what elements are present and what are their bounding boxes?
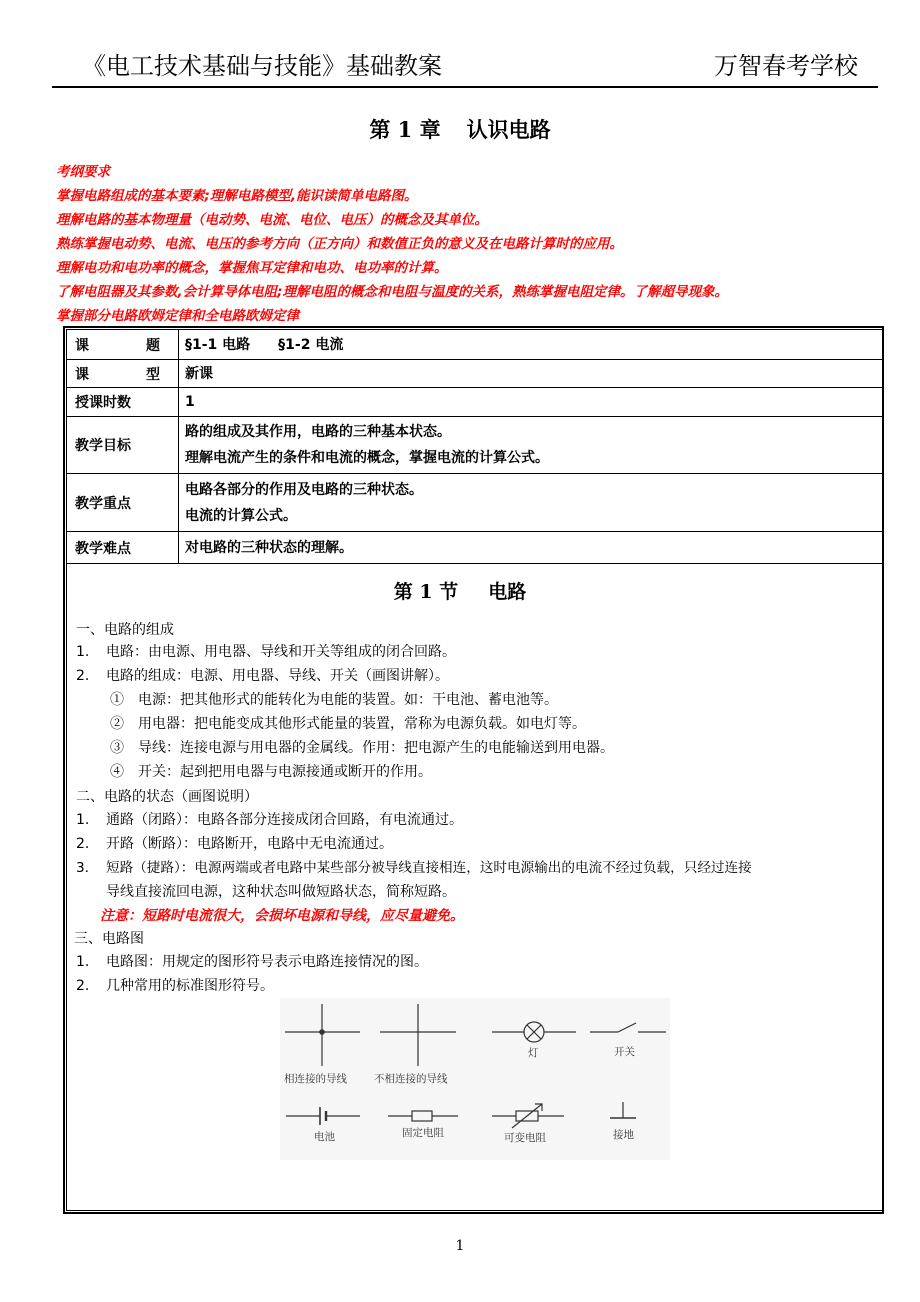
row-line: 理解电流产生的条件和电流的概念，掌握电流的计算公式。: [185, 450, 549, 466]
connected-wire-label: 相连接的导线: [284, 1073, 347, 1085]
requirements-heading: 考纲要求: [56, 164, 110, 180]
sub-item: ② 用电器：把电能变成其他形式能量的装置，常称为电源负载。如电灯等。: [110, 716, 586, 732]
list-item: [76, 642, 456, 662]
chapter-name: 认识电路: [466, 117, 551, 142]
requirement-item: 熟练掌握电动势、电流、电压的参考方向（正方向）和数值正负的意义及在电路计算时的应用。: [56, 236, 623, 252]
row-value: [179, 388, 883, 417]
variable-resistor-label: 可变电阻: [504, 1132, 546, 1144]
section-number: 第 1 节: [393, 581, 459, 603]
sub-item: ④ 开关：起到把用电器与电源接通或断开的作用。: [110, 764, 432, 780]
table-row: [67, 330, 883, 360]
item-text: 电路的组成：电源、用电器、导线、开关（画图讲解）。: [106, 668, 449, 684]
item-number: 2.: [76, 668, 90, 684]
section-name: 电路: [488, 581, 527, 603]
row-line: 路的组成及其作用，电路的三种基本状态。: [185, 424, 451, 440]
crossing-wire-label: 不相连接的导线: [374, 1073, 448, 1085]
item-number: 2.: [76, 978, 90, 994]
row-label: 课题: [67, 330, 179, 360]
item-number: 1.: [76, 954, 90, 970]
row-value: [179, 532, 883, 564]
sub-item: ① 电源：把其他形式的能转化为电能的装置。如：干电池、蓄电池等。: [110, 692, 558, 708]
item-text: 电路：由电源、用电器、导线和开关等组成的闭合回路。: [106, 644, 456, 660]
row-label: 课型: [67, 360, 179, 388]
row-value: [179, 360, 883, 388]
requirement-item: 掌握部分电路欧姆定律和全电路欧姆定律: [56, 308, 299, 324]
ground-label: 接地: [613, 1129, 634, 1141]
lesson-info-table: [66, 329, 883, 564]
table-row: [67, 532, 883, 564]
table-row: [67, 360, 883, 388]
item-number: 1.: [76, 644, 90, 660]
section-title: [0, 578, 920, 606]
row-line: 电路各部分的作用及电路的三种状态。: [185, 481, 423, 498]
requirement-item: 理解电路的基本物理量（电动势、电流、电位、电压）的概念及其单位。: [56, 212, 488, 228]
chapter-title: [0, 116, 920, 144]
header-school: 万智春考学校: [714, 52, 858, 80]
row-label: 教学目标: [67, 417, 179, 474]
item-text: 通路（闭路）：电路各部分连接成闭合回路，有电流通过。: [106, 812, 463, 828]
list-item: [76, 834, 393, 854]
list-item: [76, 952, 428, 972]
header-rule: [52, 86, 878, 88]
row-line: §1-1 电路 §1-2 电流: [185, 336, 344, 353]
sub-item: ③ 导线：连接电源与用电器的金属线。作用：把电源产生的电能输送到用电器。: [110, 740, 614, 756]
item-text: 短路（捷路）：电源两端或者电路中某些部分被导线直接相连，这时电源输出的电流不经过负载，只经过连接: [106, 860, 752, 876]
row-label: 教学重点: [67, 474, 179, 532]
list-item: [76, 976, 274, 996]
row-label: 授课时数: [67, 388, 179, 417]
row-line: 1: [185, 394, 195, 410]
page-number: 1: [455, 1238, 465, 1254]
symbols-svg: [280, 998, 670, 1160]
circuit-symbols-figure: [280, 998, 670, 1160]
part-heading: 三、电路图: [74, 931, 144, 947]
table-row: [67, 388, 883, 417]
syllabus-requirements: [56, 160, 896, 328]
requirement-item: 掌握电路组成的基本要素;理解电路模型,能识读简单电路图。: [56, 188, 418, 204]
list-item: [76, 666, 449, 686]
list-item: [76, 858, 752, 878]
item-text: 开路（断路）：电路断开，电路中无电流通过。: [106, 836, 393, 852]
switch-label: 开关: [614, 1046, 635, 1058]
requirement-item: 理解电功和电功率的概念，掌握焦耳定律和电功、电功率的计算。: [56, 260, 448, 276]
row-value: [179, 474, 883, 532]
item-number: 1.: [76, 812, 90, 828]
requirement-item: 了解电阻器及其参数,会计算导体电阻;理解电阻的概念和电阻与温度的关系，熟练掌握电阻定律。了解超导现象。: [56, 284, 729, 300]
battery-label: 电池: [314, 1131, 335, 1143]
header-title: 《电工技术基础与技能》基础教案: [82, 52, 442, 80]
chapter-number: 第 1 章: [369, 117, 441, 142]
row-value: [179, 417, 883, 474]
list-item-continuation: 导线直接流回电源，这种状态叫做短路状态，简称短路。: [106, 884, 456, 900]
row-line: 对电路的三种状态的理解。: [185, 539, 353, 556]
table-row: [67, 474, 883, 532]
row-value: [179, 330, 883, 360]
fixed-resistor-label: 固定电阻: [402, 1127, 444, 1139]
part-heading: 二、电路的状态（画图说明）: [76, 789, 258, 805]
list-item: [76, 810, 463, 830]
part-heading: 一、电路的组成: [76, 622, 174, 638]
row-line: 电流的计算公式。: [185, 507, 297, 524]
lamp-label: 灯: [528, 1047, 539, 1059]
row-label: 教学难点: [67, 532, 179, 564]
item-number: 3.: [76, 860, 89, 876]
item-text: 电路图：用规定的图形符号表示电路连接情况的图。: [106, 954, 428, 970]
item-number: 2.: [76, 836, 90, 852]
table-row: [67, 417, 883, 474]
warning-note: 注意：短路时电流很大，会损坏电源和导线，应尽量避免。: [100, 908, 464, 924]
row-line: 新课: [185, 365, 213, 382]
item-text: 几种常用的标准图形符号。: [106, 978, 274, 994]
